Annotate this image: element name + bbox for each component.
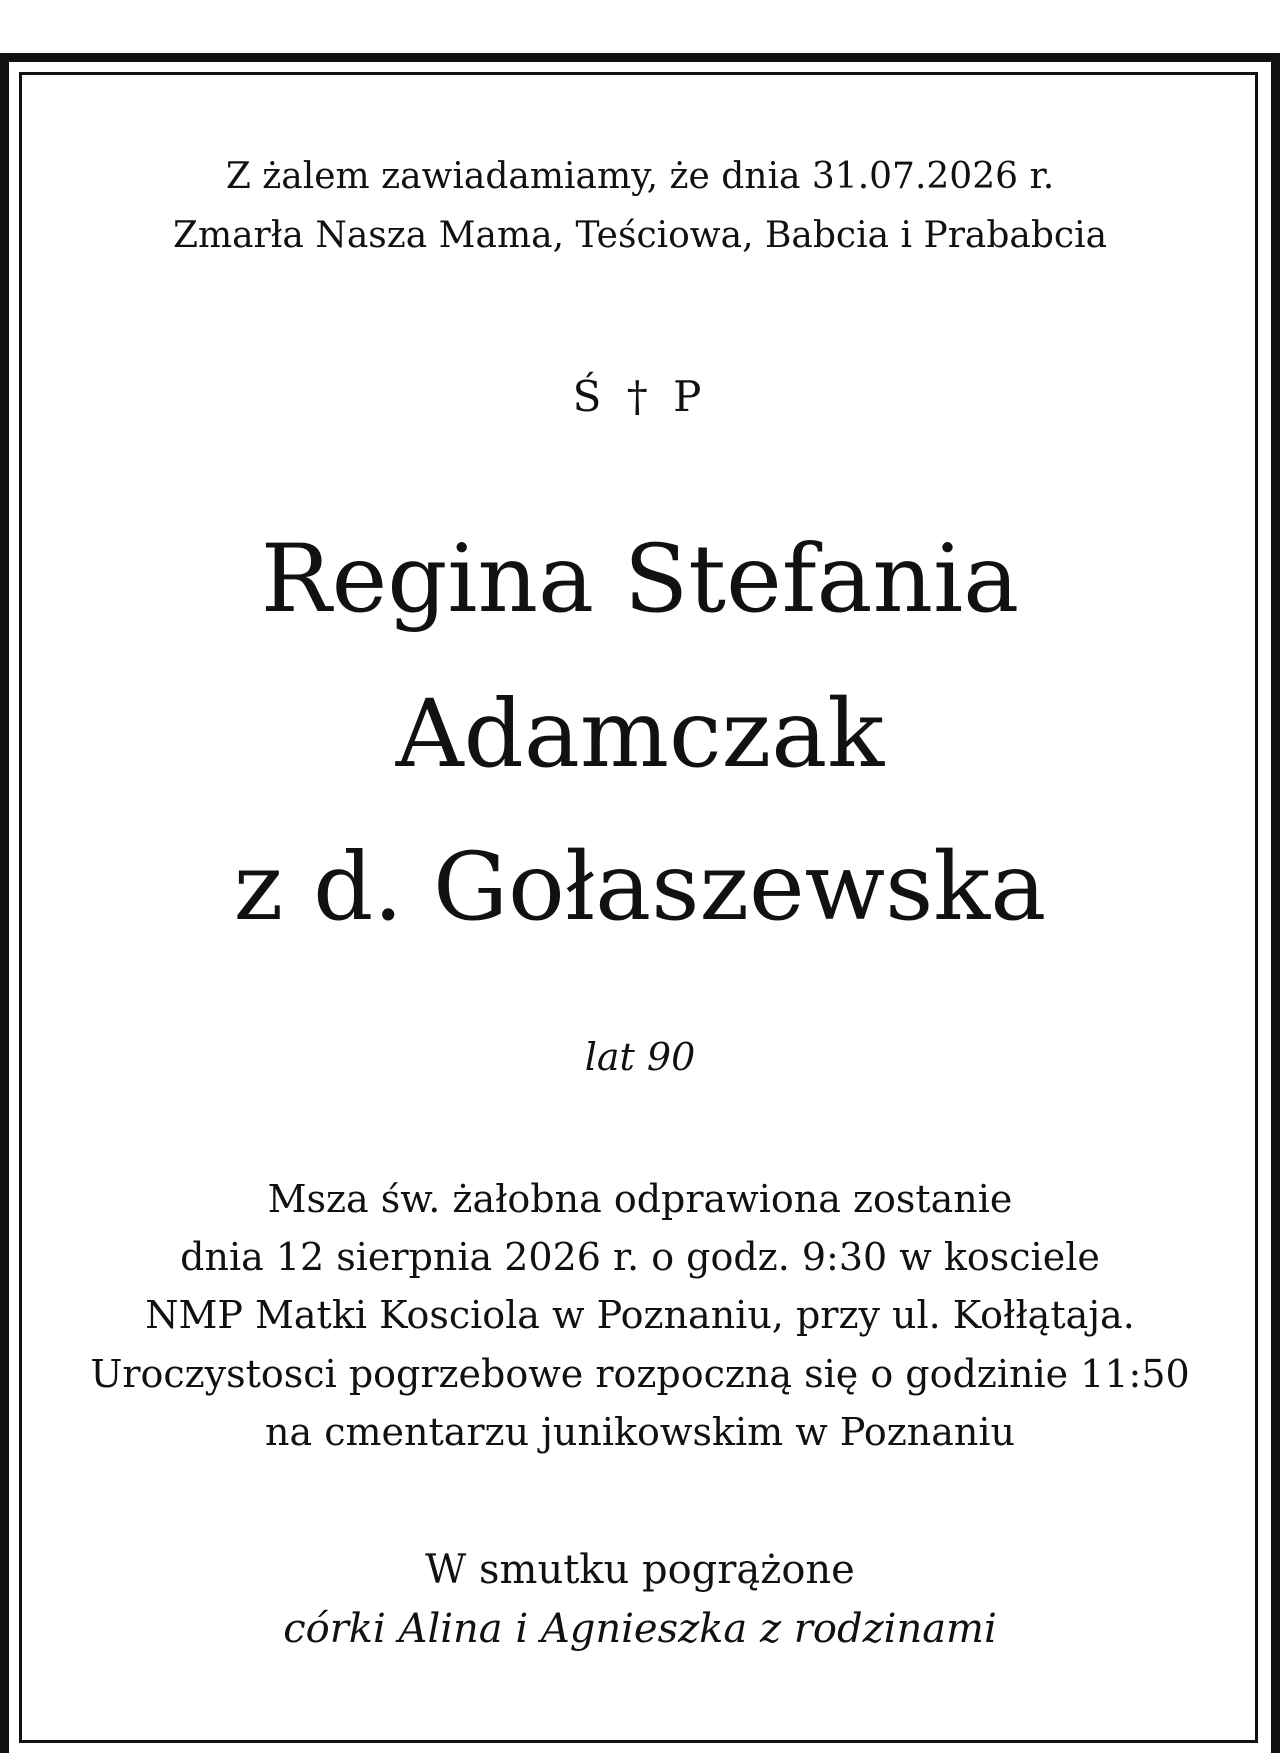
mass-line-5: na cmentarzu junikowskim w Poznaniu [264,1410,1016,1454]
mass-line-4: Uroczystosci pogrzebowe rozpoczną się o godzinie 11:50 [90,1352,1190,1396]
name-line-3: z d. Gołaszewska [233,833,1047,942]
name-line-2: Adamczak [395,680,885,789]
intro-line-1: Z żalem zawiadamiamy, że dnia 31.07.2026 r. [225,156,1055,197]
intro-line-2: Zmarła Nasza Mama, Teściowa, Babcia i Prababcia [172,215,1108,256]
rip-mark: Ś † P [572,372,708,421]
mass-line-2: dnia 12 sierpnia 2026 r. o godz. 9:30 w kosciele [180,1235,1100,1279]
age-label: lat 90 [584,1035,696,1079]
signature-line-1: W smutku pogrążone [425,1547,855,1593]
mass-line-1: Msza św. żałobna odprawiona zostanie [267,1177,1013,1221]
name-line-1: Regina Stefania [260,525,1020,634]
signature-line-2: córki Alina i Agnieszka z rodzinami [283,1606,997,1652]
mass-line-3: NMP Matki Kosciola w Poznaniu, przy ul. Kołłątaja. [145,1293,1135,1337]
